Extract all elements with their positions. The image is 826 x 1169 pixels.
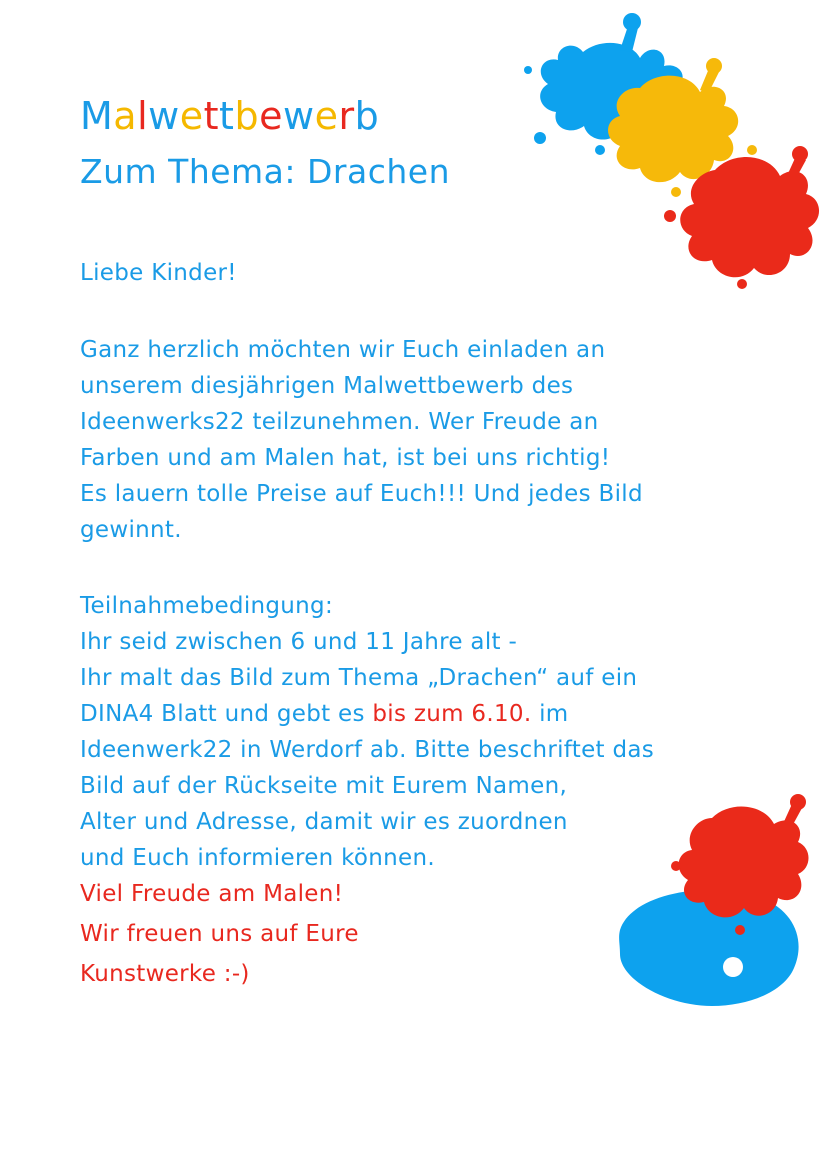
- intro-line: Es lauern tolle Preise auf Euch!!! Und jedes Bild: [80, 481, 643, 507]
- intro-line: gewinnt.: [80, 517, 182, 543]
- palette-icon: [619, 890, 798, 1006]
- title-letter: e: [259, 94, 283, 138]
- page-subtitle: Zum Thema: Drachen: [80, 152, 450, 191]
- conditions-line: [80, 696, 654, 732]
- title-letter: M: [80, 94, 114, 138]
- title-letter: a: [113, 94, 138, 138]
- blue-paint-splash-icon: [524, 13, 684, 155]
- title-letter: e: [314, 94, 339, 138]
- intro-line: Ideenwerks22 teilzunehmen. Wer Freude an: [80, 409, 599, 435]
- title-letter: r: [338, 94, 355, 138]
- intro-line: unserem diesjährigen Malwettbewerb des: [80, 373, 574, 399]
- title-letter: w: [148, 94, 180, 138]
- title-letter: l: [137, 94, 149, 138]
- conditions-heading: Teilnahmebedingung:: [80, 593, 333, 619]
- deadline-highlight: bis zum 6.10.: [372, 701, 532, 727]
- conditions-line: Ihr malt das Bild zum Thema „Drachen“ auf ein: [80, 665, 638, 691]
- title-letter: b: [234, 94, 260, 138]
- conditions-text: im: [531, 701, 569, 727]
- intro-line: Ganz herzlich möchten wir Euch einladen an: [80, 337, 606, 363]
- conditions-line: Bild auf der Rückseite mit Eurem Namen,: [80, 773, 568, 799]
- red-paint-splash-icon: [671, 794, 809, 935]
- page-title: [80, 92, 379, 140]
- conditions-line: und Euch informieren können.: [80, 845, 435, 871]
- title-letter: w: [282, 94, 315, 138]
- closing-section: [80, 876, 359, 996]
- greeting: [80, 255, 237, 291]
- title-letter: e: [179, 94, 204, 138]
- conditions-line: Alter und Adresse, damit wir es zuordnen: [80, 809, 568, 835]
- closing-line: Viel Freude am Malen!: [80, 881, 344, 907]
- title-letter: t: [203, 94, 220, 138]
- red-paint-splash-icon: [664, 146, 819, 289]
- title-letter: t: [219, 94, 235, 138]
- closing-line: Wir freuen uns auf Eure: [80, 921, 359, 947]
- closing-line: Kunstwerke :-): [80, 961, 250, 987]
- conditions-section: [80, 588, 654, 876]
- title-letter: b: [354, 94, 380, 138]
- conditions-text: DINA4 Blatt und gebt es: [80, 701, 373, 727]
- conditions-line: Ideenwerk22 in Werdorf ab. Bitte beschriftet das: [80, 737, 655, 763]
- conditions-line: Ihr seid zwischen 6 und 11 Jahre alt -: [80, 629, 518, 655]
- intro-line: Farben und am Malen hat, ist bei uns richtig!: [80, 445, 611, 471]
- yellow-paint-splash-icon: [608, 58, 757, 197]
- greeting-text: Liebe Kinder!: [80, 260, 237, 286]
- intro-paragraph: [80, 332, 643, 548]
